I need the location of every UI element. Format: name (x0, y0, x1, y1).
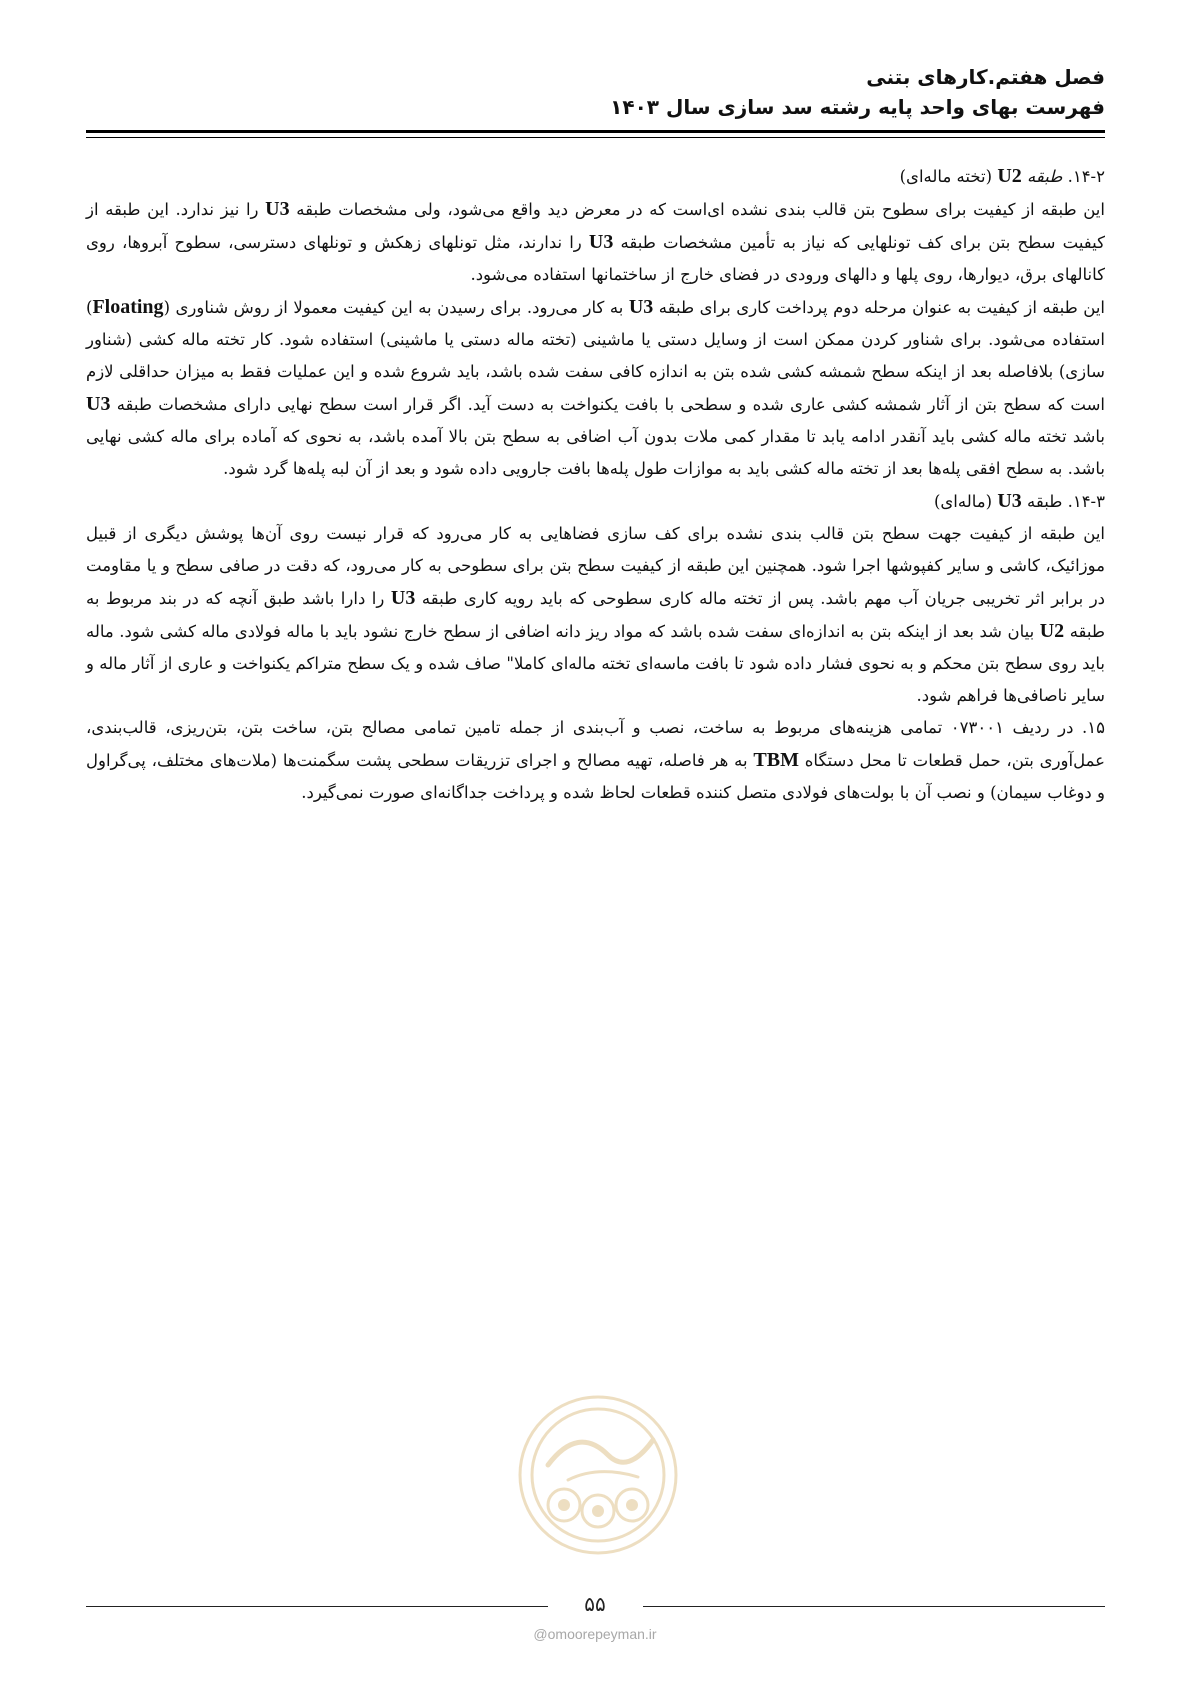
paragraph-u3-1: این طبقه از کیفیت جهت سطح بتن قالب بندی نشده برای کف سازی فضاهایی به کار می‌رود که قرار نیست روی آن‌ها پوشش دیگری از قبیل موزائیک، کاشی و سایر کفپوشها اجرا شود. همچنین این طبقه از کیفیت سطح بتن برای سطوحی به کار می‌رود، که دقت در صافی سطح و یا مقاومت در برابر اثر تخریبی جریان آب مهم باشد. پس از تخته ماله کاری سطوحی که باید رویه کاری طبقه U3 را دارا باشد طبق آنچه که در بند مربوط به طبقه U2 بیان شد بعد از اینکه بتن به اندازه‌ای سفت شده باشد که مواد ریز دانه اضافی از سطح خارج نشود باید با ماله فولادی ماله کشی شود. ماله باید روی سطح بتن محکم و به نحوی فشار داده شود تا بافت ماسه‌ای تخته ماله‌ای کاملا" صاف شده و یک سطح متراکم یکنواخت و عاری از آثار ماله و سایر ناصافی‌ها فراهم شود. (86, 524, 1106, 705)
class-code: U3 (265, 198, 290, 220)
page-number: ۵۵ (584, 1592, 606, 1616)
footer-rule-left (86, 1606, 548, 1607)
class-code: U2 (1039, 620, 1065, 642)
footer-website: @omoorepeyman.ir (533, 1626, 657, 1642)
floating-term: Floating (92, 296, 164, 318)
class-code: U2 (997, 165, 1022, 187)
catalog-title: فهرست بهای واحد پایه رشته سد سازی سال ۱۴۰۳ (610, 95, 1105, 119)
header-rule-thin (86, 137, 1105, 138)
section-subtitle: (ماله‌ای) (933, 492, 993, 511)
watermark-seal-icon (508, 1385, 688, 1565)
paragraph-u2-2: این طبقه از کیفیت به عنوان مرحله دوم پرداخت کاری برای طبقه U3 به کار می‌رود. برای رسیدن به این کیفیت معمولا از روش شناوری (Floating) استفاده می‌شود. برای شناور کردن ممکن است از وسایل دستی یا ماشینی (تخته ماله دستی یا ماشینی) استفاده شود. کار تخته ماله کشی (شناور سازی) بلافاصله بعد از اینکه سطح شمشه کشی شده بتن به اندازه کافی سفت شده باشد، باید شروع شده و این عملیات فقط به میزان حداقلی لازم است که سطح بتن از آثار شمشه کشی عاری شده و سطحی با بافت یکنواخت به دست آید. اگر قرار است سطح نهایی دارای مشخصات طبقه U3 باشد تخته ماله کشی باید آنقدر ادامه یابد تا مقدار کمی ملات بدون آب اضافی به سطح بتن بالا آمده باشد، به نحوی که آماده برای ماله کشی نهایی باشد. به سطح افقی پله‌ها بعد از تخته ماله کشی باید به موازات طول پله‌ها بافت جارویی داده شود و بعد از آن لبه پله‌ها گرد شود. (86, 296, 1106, 478)
footer-rule-right (643, 1606, 1105, 1607)
document-body (86, 160, 1105, 809)
tbm-term: TBM (753, 749, 799, 771)
class-code: U3 (86, 393, 111, 415)
section-number: ۱۴-۳. (1067, 492, 1105, 511)
class-code: U3 (997, 490, 1022, 512)
section-word: طبقه (1027, 492, 1063, 511)
class-code: U3 (628, 296, 654, 318)
paragraph-item-15: ۱۵. در ردیف ۰۷۳۰۰۱ تمامی هزینه‌های مربوط به ساخت، نصب و آب‌بندی از جمله تامین تمامی مصالح بتن، ساخت بتن، بتن‌ریزی، قالب‌بندی، عمل‌آوری بتن، حمل قطعات تا محل دستگاه TBM به هر فاصله، تهیه مصالح و اجرای تزریقات سطحی پشت سگمنت‌ها (ملات‌های مختلف، پی‌گراول و دوغاب سیمان) و نصب آن با بولت‌های فولادی متصل کننده قطعات لحاظ شده و پرداخت جداگانه‌ای صورت نمی‌گیرد. (86, 718, 1105, 802)
section-word: طبقه (1027, 167, 1063, 186)
section-number: ۱۴-۲. (1067, 167, 1105, 186)
section-subtitle: (تخته ماله‌ای) (899, 167, 993, 186)
section-heading-u2 (86, 160, 1105, 193)
page-header (86, 62, 1105, 122)
header-rule-thick (86, 130, 1105, 133)
class-code: U3 (390, 587, 416, 609)
paragraph-u2-1: این طبقه از کیفیت برای سطوح بتن قالب بندی نشده ای‌است که در معرض دید واقع می‌شود، ولی مشخصات طبقه U3 را نیز ندارد. این طبقه از کیفیت سطح بتن برای کف تونلهایی که نیاز به تأمین مشخصات طبقه U3 را ندارند، مثل تونلهای زهکش و تونلهای دسترسی، سطوح آبروها، روی کانالهای برق، دیوارها، روی پلها و دالهای ورودی در فضای خارج از ساختمانها استفاده می‌شود. (86, 198, 1105, 284)
chapter-title: فصل هفتم.کارهای بتنی (866, 65, 1105, 89)
class-code: U3 (588, 231, 614, 253)
section-heading-u3 (86, 485, 1105, 518)
